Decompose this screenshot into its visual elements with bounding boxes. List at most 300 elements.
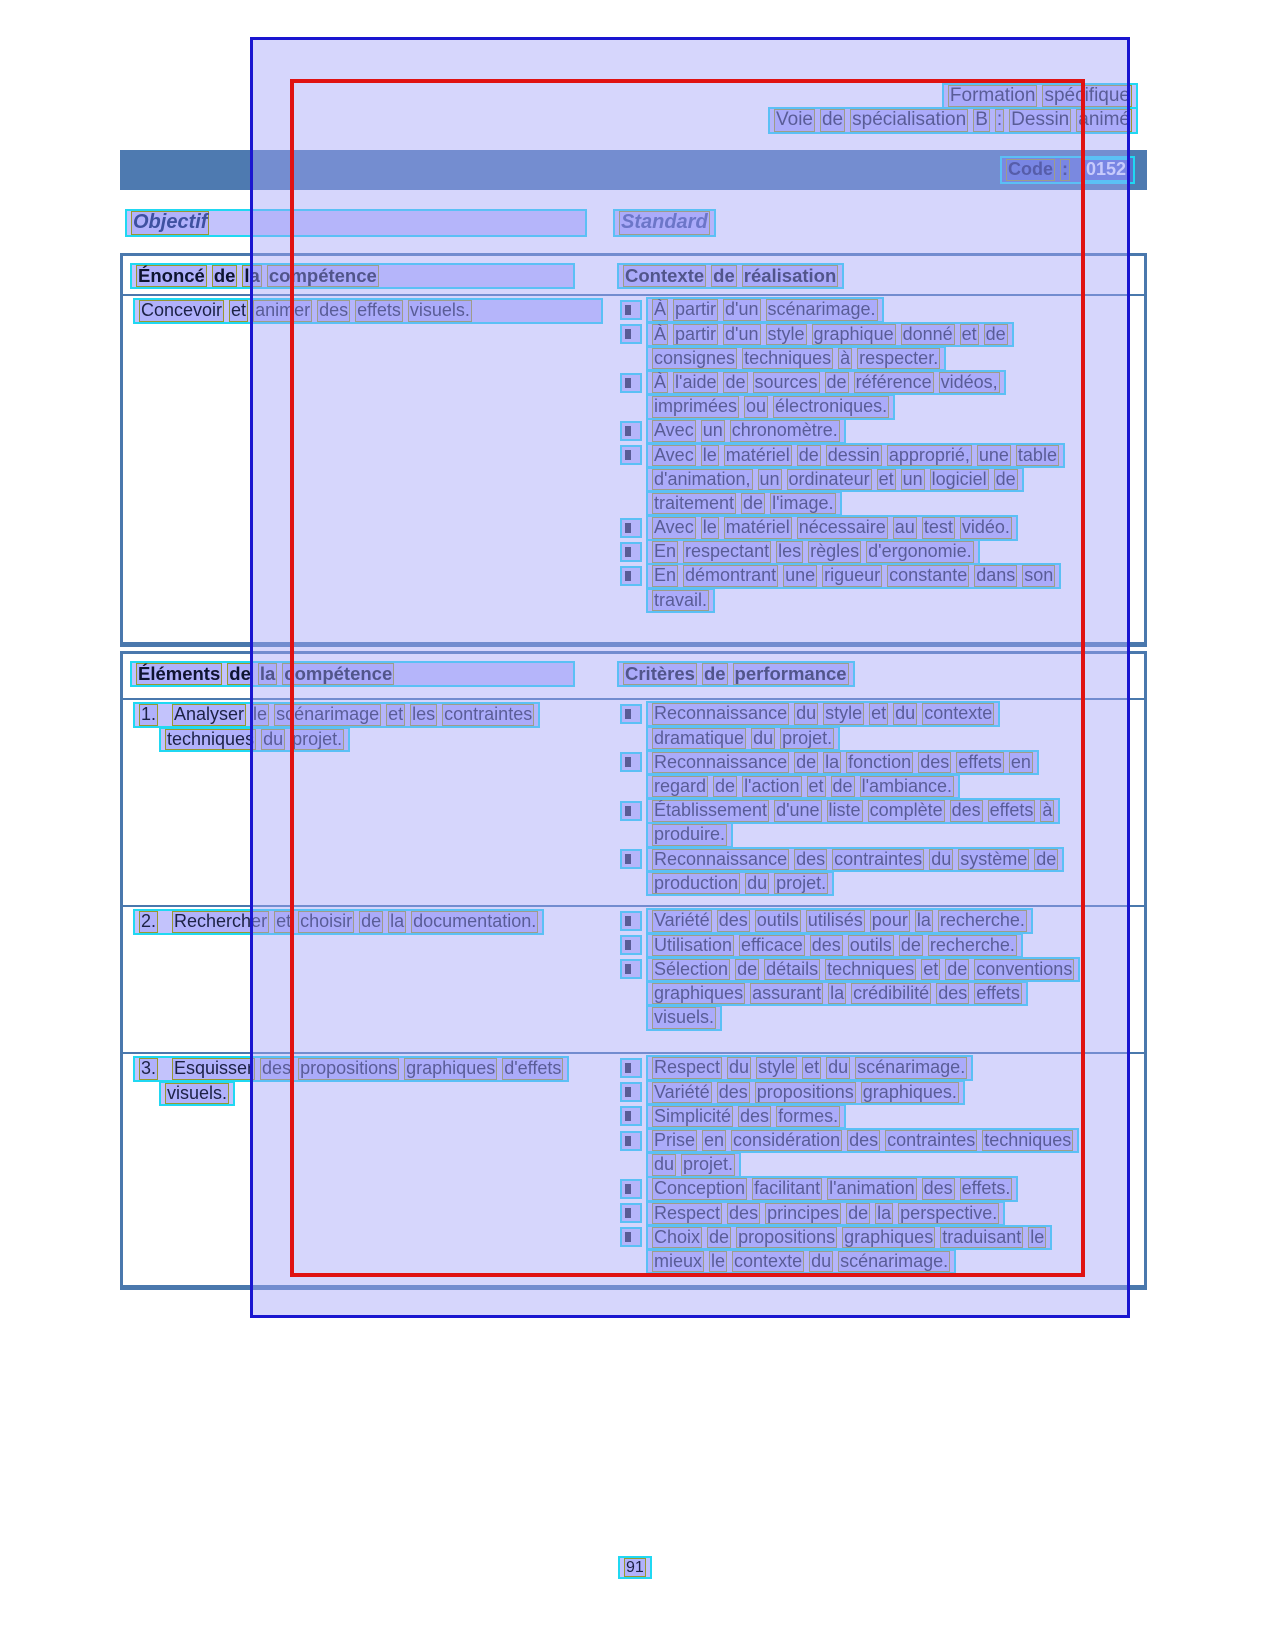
word-highlight: conventions [976, 958, 1073, 979]
word-highlight: Énoncé [138, 265, 205, 286]
line-row [620, 1129, 1144, 1153]
word-highlight: outils [849, 934, 892, 955]
word-highlight: partir [675, 299, 717, 320]
table-header-right [617, 661, 855, 687]
word-highlight: de [737, 958, 758, 979]
word-highlight: approprié, [888, 444, 970, 465]
word-highlight: formes. [778, 1105, 839, 1126]
word-highlight: le [702, 444, 717, 465]
text-line [646, 1005, 722, 1030]
word-highlight: en [704, 1129, 725, 1150]
line-row [620, 775, 1144, 799]
line-row [620, 1080, 1144, 1104]
word-highlight: facilitant [754, 1178, 821, 1199]
bullet-marker [620, 421, 642, 441]
text-line [646, 370, 1006, 395]
header-line [942, 83, 1138, 110]
word-highlight: 1. [141, 704, 157, 725]
word-highlight: Utilisation [654, 934, 733, 955]
bullet-icon [625, 940, 631, 950]
word-highlight: de [713, 265, 735, 286]
word-highlight: de [1036, 848, 1057, 869]
word-highlight: et [878, 468, 894, 489]
word-highlight: des [729, 1202, 759, 1223]
word-highlight: en [1010, 751, 1031, 772]
text-line [646, 822, 733, 847]
word-highlight: Prise [654, 1129, 696, 1150]
bullet-marker [620, 911, 642, 931]
word-highlight: du [654, 1154, 675, 1175]
word-highlight: et [388, 704, 404, 725]
word-highlight: du [828, 1057, 849, 1078]
word-highlight: À [654, 371, 667, 392]
word-highlight: perspective. [900, 1202, 998, 1223]
word-highlight: des [796, 848, 826, 869]
word-highlight: 3. [141, 1058, 157, 1079]
column-header [617, 661, 855, 687]
line-row [620, 909, 1144, 933]
word-highlight: à [1042, 800, 1053, 821]
code-bar [120, 150, 1147, 190]
bullet-marker [620, 704, 642, 724]
line-row [620, 1201, 1144, 1225]
line-row [620, 982, 1144, 1006]
line-row [620, 847, 1144, 871]
text-line [646, 394, 895, 419]
word-highlight: Esquisser [174, 1058, 254, 1079]
word-highlight: des [849, 1129, 879, 1150]
text-line [646, 1104, 846, 1129]
text-line [646, 1201, 1005, 1226]
word-highlight: effets [989, 800, 1034, 821]
text-line [646, 491, 842, 516]
word-highlight: contraintes [444, 704, 533, 725]
bullet-marker [620, 300, 642, 320]
word-highlight: consignes [654, 347, 736, 368]
bullet-marker [620, 752, 642, 772]
word-highlight: style [767, 323, 805, 344]
word-highlight: du [747, 872, 768, 893]
word-highlight: de [848, 1202, 869, 1223]
line-row [620, 933, 1144, 957]
line-row [620, 467, 1144, 491]
column-header [617, 263, 844, 289]
line-row [133, 703, 611, 727]
line-row [620, 322, 1144, 346]
text-line [133, 702, 540, 727]
word-highlight: visuels. [654, 1007, 715, 1028]
text-line [646, 539, 980, 564]
column-header [130, 263, 575, 289]
word-highlight: des [811, 934, 841, 955]
word-highlight: dramatique [654, 727, 745, 748]
word-highlight: des [920, 751, 950, 772]
line-row [133, 727, 611, 751]
text-line [646, 726, 840, 751]
text-line [646, 1225, 1052, 1250]
word-highlight: d'un [725, 323, 759, 344]
text-line [159, 727, 350, 752]
text-line [646, 297, 884, 322]
word-highlight: techniques [827, 958, 915, 979]
bullet-marker [620, 1131, 642, 1151]
bullet-marker [620, 1203, 642, 1223]
word-highlight: la [259, 663, 276, 684]
word-highlight: et [276, 911, 292, 932]
word-highlight: de [798, 444, 819, 465]
word-highlight: de [361, 911, 382, 932]
bullet-icon [625, 1087, 631, 1097]
word-highlight: ou [746, 396, 767, 417]
word-highlight: la [390, 911, 405, 932]
word-highlight: projet. [776, 872, 827, 893]
word-highlight: des [262, 1058, 292, 1079]
word-highlight: complète [869, 800, 943, 821]
word-highlight: de [213, 265, 236, 286]
word-highlight: Rechercher [174, 911, 268, 932]
word-highlight: effets [357, 300, 401, 321]
page-number: 91 [626, 1559, 644, 1576]
word-highlight: considération [733, 1129, 841, 1150]
word-highlight: B [975, 109, 988, 131]
word-highlight: du [753, 727, 774, 748]
word-highlight: d'effets [504, 1058, 562, 1079]
word-highlight: Conception [654, 1178, 746, 1199]
word-highlight: techniques [167, 728, 255, 749]
word-highlight: l'aide [675, 371, 717, 392]
text-line [646, 443, 1065, 468]
page-number-box [618, 1556, 652, 1579]
line-row [620, 443, 1144, 467]
word-highlight: test [923, 517, 953, 538]
line-row [620, 957, 1144, 981]
word-highlight: graphiques [844, 1226, 934, 1247]
word-highlight: la [825, 751, 840, 772]
text-line [646, 1249, 956, 1274]
word-highlight: système [960, 848, 1028, 869]
word-highlight: logiciel [931, 468, 987, 489]
word-highlight: respecter. [859, 347, 939, 368]
word-highlight: de [947, 958, 968, 979]
word-highlight: au [894, 517, 915, 538]
word-highlight: graphiques [406, 1058, 496, 1079]
word-highlight: visuels. [409, 300, 470, 321]
word-highlight: nécessaire [798, 517, 886, 538]
word-highlight: effets. [961, 1178, 1011, 1199]
word-highlight: À [654, 299, 667, 320]
word-highlight: produire. [654, 824, 726, 845]
line-row [133, 299, 611, 323]
line-row [620, 1104, 1144, 1128]
word-highlight: sources [754, 371, 818, 392]
word-highlight: Choix [654, 1226, 701, 1247]
objectif-heading-box [125, 209, 587, 237]
right-column-cell [620, 909, 1144, 1030]
line-row [620, 298, 1144, 322]
bullet-marker [620, 324, 642, 344]
word-highlight: Reconnaissance [654, 848, 788, 869]
word-highlight: les [412, 704, 436, 725]
word-highlight: compétence [284, 663, 393, 684]
word-highlight: de [703, 663, 726, 684]
line-row [620, 1006, 1144, 1030]
word-highlight: partir [675, 323, 717, 344]
table-header-left [130, 263, 575, 289]
word-highlight: la [916, 910, 931, 931]
bullet-marker [620, 1179, 642, 1199]
word-highlight: Formation [949, 84, 1036, 106]
text-line [646, 563, 1061, 588]
word-highlight: choisir [300, 911, 353, 932]
line-row [133, 910, 611, 934]
right-column-cell [620, 1056, 1144, 1274]
word-highlight: assurant [752, 982, 822, 1003]
objectif-heading: Objectif [133, 211, 208, 233]
bullet-icon [625, 1208, 631, 1218]
word-highlight: Concevoir [141, 300, 223, 321]
bullet-marker [620, 518, 642, 538]
word-highlight: projet. [292, 728, 343, 749]
word-highlight: ordinateur [788, 468, 870, 489]
word-highlight: de [985, 323, 1006, 344]
word-highlight: Voie [776, 109, 813, 131]
word-highlight: outils [756, 910, 799, 931]
word-highlight: et [923, 958, 939, 979]
bullet-icon [625, 571, 631, 581]
word-highlight: des [951, 800, 981, 821]
word-highlight: efficace [741, 934, 803, 955]
word-highlight: table [1017, 444, 1057, 465]
header-line [768, 107, 1138, 134]
line-row [620, 1056, 1144, 1080]
word-highlight: propositions [300, 1058, 398, 1079]
word-highlight: contraintes [887, 1129, 976, 1150]
word-highlight: Éléments [138, 663, 221, 684]
bullet-icon [625, 450, 631, 460]
bullet-marker [620, 1058, 642, 1078]
word-highlight: le [1030, 1226, 1045, 1247]
word-highlight: des [718, 1081, 748, 1102]
line-row [620, 1177, 1144, 1201]
table-row [123, 296, 1144, 642]
word-highlight: référence [855, 371, 932, 392]
word-highlight: son [1024, 565, 1054, 586]
word-highlight: graphiques [654, 982, 744, 1003]
word-highlight: de [796, 751, 817, 772]
bullet-marker [620, 959, 642, 979]
word-highlight: la [877, 1202, 892, 1223]
text-line [133, 909, 544, 934]
table-header-left [130, 661, 575, 687]
right-column-cell [620, 298, 1144, 612]
word-highlight: contraintes [834, 848, 923, 869]
word-highlight: chronomètre. [731, 420, 838, 441]
text-line [646, 798, 1060, 823]
bullet-marker [620, 445, 642, 465]
text-line [646, 957, 1080, 982]
bullet-icon [625, 757, 631, 767]
word-highlight: vidéo. [961, 517, 1010, 538]
word-highlight: d'un [725, 299, 759, 320]
word-highlight: l'image. [772, 492, 834, 513]
bullet-marker [620, 1106, 642, 1126]
text-line [646, 908, 1033, 933]
word-highlight: de [725, 371, 746, 392]
bullet-icon [625, 305, 631, 315]
line-row [620, 750, 1144, 774]
word-highlight: projet. [683, 1154, 734, 1175]
word-highlight: techniques [984, 1129, 1072, 1150]
word-highlight: un [902, 468, 923, 489]
word-highlight: mieux [654, 1250, 703, 1271]
line-row [620, 799, 1144, 823]
table-header-row [123, 654, 1144, 700]
line-row [620, 702, 1144, 726]
line-row [620, 540, 1144, 564]
word-highlight: constante [889, 565, 968, 586]
bullet-icon [625, 547, 631, 557]
word-highlight: propositions [756, 1081, 854, 1102]
word-highlight: dessin [827, 444, 880, 465]
table-row [123, 905, 1144, 1052]
bullet-icon [625, 1063, 631, 1073]
text-line [133, 298, 603, 323]
word-highlight: et [804, 1057, 820, 1078]
word-highlight: de [229, 663, 251, 684]
word-highlight: fonction [848, 751, 912, 772]
word-highlight: Critères [625, 663, 695, 684]
word-highlight: de [900, 934, 921, 955]
word-highlight: 2. [141, 911, 157, 932]
column-header [130, 661, 575, 687]
word-highlight: du [796, 703, 817, 724]
word-highlight: le [253, 704, 268, 725]
word-highlight: Simplicité [654, 1105, 732, 1126]
table-header-right [617, 263, 844, 289]
word-highlight: réalisation [743, 265, 837, 286]
word-highlight: spécialisation [852, 109, 967, 131]
text-line [646, 467, 1024, 492]
line-row [620, 588, 1144, 612]
word-highlight: et [871, 703, 887, 724]
text-line [646, 750, 1039, 775]
word-highlight: les [778, 541, 802, 562]
word-highlight: style [758, 1057, 796, 1078]
word-highlight: une [978, 444, 1009, 465]
competence-context-table [120, 253, 1147, 647]
text-line [646, 322, 1014, 347]
left-column-cell [133, 703, 611, 751]
bullet-marker [620, 849, 642, 869]
word-highlight: Dessin [1011, 109, 1070, 131]
word-highlight: Avec [654, 444, 694, 465]
bullet-icon [625, 426, 631, 436]
word-highlight: graphiques. [862, 1081, 957, 1102]
bullet-marker [620, 1227, 642, 1247]
word-highlight: et [961, 323, 977, 344]
word-highlight: propositions [738, 1226, 836, 1247]
word-highlight: de [826, 371, 847, 392]
word-highlight: spécifique [1044, 84, 1130, 106]
bullet-icon [625, 1184, 631, 1194]
word-highlight: scénarimage. [857, 1057, 966, 1078]
word-highlight: des [718, 910, 748, 931]
word-highlight: des [319, 300, 349, 321]
word-highlight: du [263, 728, 284, 749]
word-highlight: la [830, 982, 845, 1003]
word-highlight: visuels. [167, 1082, 228, 1103]
text-line [646, 1176, 1018, 1201]
line-row [620, 492, 1144, 516]
word-highlight: performance [734, 663, 847, 684]
word-highlight: donné [902, 323, 953, 344]
word-highlight: Reconnaissance [654, 751, 788, 772]
left-column-cell [133, 1057, 611, 1105]
text-line [646, 933, 1023, 958]
word-highlight: et [231, 300, 247, 321]
word-highlight: du [729, 1057, 750, 1078]
bullet-icon [625, 329, 631, 339]
text-line [646, 1080, 965, 1105]
word-highlight: rigueur [824, 565, 881, 586]
bullet-icon [625, 916, 631, 926]
text-line [646, 418, 846, 443]
word-highlight: règles [810, 541, 860, 562]
word-highlight: l'action [744, 775, 800, 796]
word-highlight: de [832, 775, 853, 796]
word-highlight: un [702, 420, 723, 441]
line-row [620, 871, 1144, 895]
text-line [646, 515, 1018, 540]
word-highlight: traduisant [942, 1226, 1022, 1247]
text-line [646, 981, 1028, 1006]
word-highlight: liste [828, 800, 861, 821]
text-line [133, 1056, 569, 1081]
word-highlight: Analyser [174, 704, 245, 725]
elements-criteria-table [120, 651, 1147, 1290]
right-column-cell [620, 702, 1144, 896]
left-column-cell [133, 299, 611, 323]
word-highlight: regard [654, 775, 707, 796]
word-highlight: l'animation [829, 1178, 915, 1199]
word-highlight: crédibilité [853, 982, 930, 1003]
bullet-marker [620, 542, 642, 562]
bullet-marker [620, 1082, 642, 1102]
document-header [768, 84, 1138, 132]
word-highlight: effets [976, 982, 1020, 1003]
word-highlight: vidéos, [940, 371, 998, 392]
word-highlight: projet. [782, 727, 833, 748]
word-highlight: d'animation, [654, 468, 751, 489]
word-highlight: matériel [725, 444, 790, 465]
text-line [646, 588, 715, 613]
word-highlight: matériel [725, 517, 790, 538]
word-highlight: un [759, 468, 780, 489]
bullet-icon [625, 523, 631, 533]
word-highlight: recherche. [939, 910, 1025, 931]
word-highlight: principes [767, 1202, 840, 1223]
line-row [620, 395, 1144, 419]
text-line [646, 346, 946, 371]
text-line [646, 1128, 1079, 1153]
bullet-marker [620, 566, 642, 586]
word-highlight: Établissement [654, 800, 768, 821]
word-highlight: : [996, 109, 1003, 131]
word-highlight: animer [255, 300, 311, 321]
word-highlight: de [995, 468, 1016, 489]
word-highlight: techniques [744, 347, 832, 368]
word-highlight: d'une [776, 800, 820, 821]
